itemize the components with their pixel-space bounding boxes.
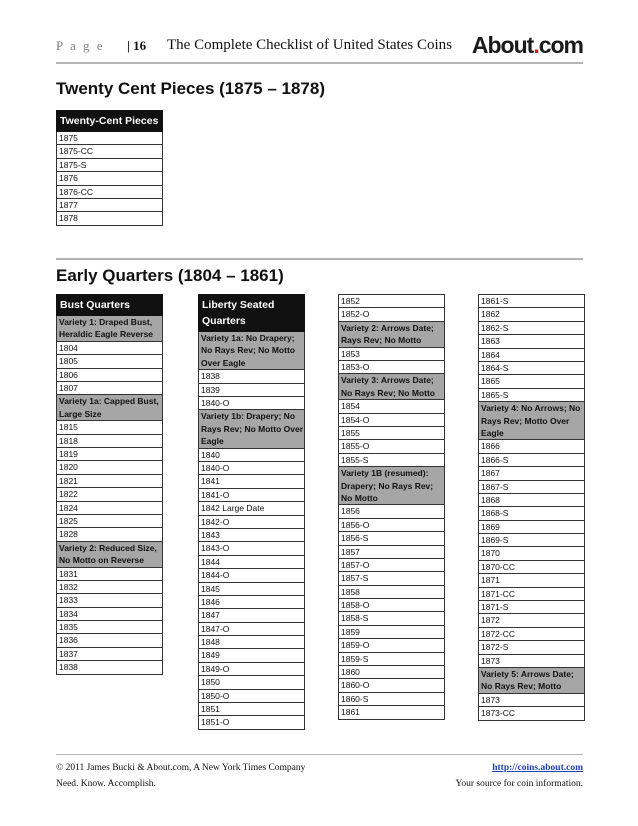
coin-row: 1867 [478, 467, 585, 480]
coin-row: 1851 [198, 703, 305, 716]
coin-row: 1848 [198, 636, 305, 649]
coin-row: 1845 [198, 583, 305, 596]
table-header: Bust Quarters [56, 294, 163, 316]
coin-row: 1871-S [478, 601, 585, 614]
coins-about-link[interactable]: http://coins.about.com [492, 763, 583, 773]
coin-row: 1860-S [338, 693, 445, 706]
coin-row: 1831 [56, 568, 163, 581]
coin-row: 1872-S [478, 641, 585, 654]
coin-row: 1864 [478, 349, 585, 362]
coin-row: 1859-O [338, 639, 445, 652]
coin-row: 1820 [56, 461, 163, 474]
variety-row: Variety 1B (resumed): Drapery; No Rays Rev; No Motto [338, 467, 445, 505]
coin-row: 1854 [338, 400, 445, 413]
coin-row: 1854-O [338, 414, 445, 427]
coin-row: 1818 [56, 435, 163, 448]
coin-row: 1867-S [478, 481, 585, 494]
coin-row: 1860-O [338, 679, 445, 692]
coin-row: 1870-CC [478, 561, 585, 574]
coin-row: 1847-O [198, 623, 305, 636]
logo-main: About [471, 32, 534, 58]
coin-row: 1851-O [198, 716, 305, 729]
coin-row: 1847 [198, 609, 305, 622]
footer-rule [56, 754, 583, 755]
coin-row: 1850-O [198, 690, 305, 703]
coin-row: 1805 [56, 355, 163, 368]
coin-row: 1842 Large Date [198, 502, 305, 515]
coin-row: 1869-S [478, 534, 585, 547]
coin-row: 1858-S [338, 612, 445, 625]
coin-row: 1825 [56, 515, 163, 528]
coin-row: 1866-S [478, 454, 585, 467]
coin-row: 1870 [478, 547, 585, 560]
coin-row: 1819 [56, 448, 163, 461]
coin-row: 1852 [338, 294, 445, 308]
coin-row: 1871 [478, 574, 585, 587]
variety-row: Variety 1: Draped Bust, Heraldic Eagle Reverse [56, 316, 163, 342]
coin-row: 1855-S [338, 454, 445, 467]
coin-row: 1840-O [198, 397, 305, 410]
coin-row: 1838 [198, 370, 305, 383]
coin-row: 1858-O [338, 599, 445, 612]
coin-row: 1844 [198, 556, 305, 569]
coin-row: 1863 [478, 335, 585, 348]
coin-row: 1824 [56, 502, 163, 515]
coin-row: 1843-O [198, 542, 305, 555]
coin-row: 1873 [478, 694, 585, 707]
coin-row: 1861 [338, 706, 445, 719]
coin-row: 1876-CC [56, 186, 163, 199]
coin-row: 1839 [198, 384, 305, 397]
coin-row: 1844-O [198, 569, 305, 582]
table-liberty-seated-2 [338, 294, 445, 720]
coin-row: 1807 [56, 382, 163, 395]
section-title-early-quarters: Early Quarters (1804 – 1861) [56, 266, 284, 285]
coin-row: 1866 [478, 440, 585, 453]
coin-row: 1875-S [56, 159, 163, 172]
coin-row: 1836 [56, 634, 163, 647]
table-liberty-seated-3 [478, 294, 585, 721]
coin-row: 1821 [56, 475, 163, 488]
coin-row: 1868 [478, 494, 585, 507]
coin-row: 1834 [56, 608, 163, 621]
coin-row: 1859 [338, 626, 445, 639]
coin-row: 1841 [198, 475, 305, 488]
copyright-text: © 2011 James Bucki & About.com, A New York Times Company [56, 763, 306, 773]
coin-row: 1840 [198, 449, 305, 462]
coin-row: 1852-O [338, 308, 445, 321]
coin-row: 1865-S [478, 389, 585, 402]
coin-row: 1850 [198, 676, 305, 689]
coin-row: 1869 [478, 521, 585, 534]
coin-row: 1857-S [338, 572, 445, 585]
variety-row: Variety 1a: Capped Bust, Large Size [56, 395, 163, 421]
variety-row: Variety 5: Arrows Date; No Rays Rev; Motto [478, 668, 585, 694]
table-header: Twenty-Cent Pieces [56, 110, 163, 132]
coin-row: 1841-O [198, 489, 305, 502]
coin-row: 1855-O [338, 440, 445, 453]
logo-dot: . [533, 32, 539, 58]
coin-row: 1857 [338, 546, 445, 559]
document-title: The Complete Checklist of United States Coins [167, 37, 452, 53]
coin-row: 1858 [338, 586, 445, 599]
coin-row: 1840-O [198, 462, 305, 475]
section-rule [56, 258, 583, 260]
coin-row: 1856-O [338, 519, 445, 532]
coin-row: 1860 [338, 666, 445, 679]
coin-row: 1872-CC [478, 628, 585, 641]
table-liberty-seated-1 [198, 294, 305, 730]
coin-row: 1815 [56, 421, 163, 434]
coin-row: 1846 [198, 596, 305, 609]
coin-row: 1832 [56, 581, 163, 594]
coin-row: 1856-S [338, 532, 445, 545]
page-header [56, 32, 583, 60]
coin-row: 1875 [56, 132, 163, 145]
variety-row: Variety 2: Arrows Date; Rays Rev; No Motto [338, 322, 445, 348]
coin-row: 1853 [338, 348, 445, 361]
page-number: | 16 [127, 38, 146, 54]
source-text: Your source for coin information. [455, 779, 583, 789]
coin-row: 1859-S [338, 653, 445, 666]
coin-row: 1875-CC [56, 145, 163, 158]
coin-row: 1872 [478, 614, 585, 627]
variety-row: Variety 1b: Drapery; No Rays Rev; No Motto Over Eagle [198, 410, 305, 448]
coin-row: 1877 [56, 199, 163, 212]
about-logo [472, 32, 583, 59]
variety-row: Variety 3: Arrows Date; No Rays Rev; No Motto [338, 374, 445, 400]
coin-row: 1873-CC [478, 707, 585, 720]
table-twenty-cent [56, 110, 163, 226]
logo-suffix: com [538, 32, 583, 58]
coin-row: 1838 [56, 661, 163, 674]
variety-row: Variety 2: Reduced Size, No Motto on Reverse [56, 542, 163, 568]
coin-row: 1878 [56, 212, 163, 225]
tagline-text: Need. Know. Accomplish. [56, 779, 156, 789]
coin-row: 1853-O [338, 361, 445, 374]
coin-row: 1849 [198, 649, 305, 662]
variety-row: Variety 1a: No Drapery; No Rays Rev; No Motto Over Eagle [198, 332, 305, 370]
coin-row: 1865 [478, 375, 585, 388]
coin-row: 1871-CC [478, 588, 585, 601]
page-label: P a g e [56, 38, 105, 53]
variety-row: Variety 4: No Arrows; No Rays Rev; Motto Over Eagle [478, 402, 585, 440]
coin-row: 1833 [56, 594, 163, 607]
coin-row: 1876 [56, 172, 163, 185]
coin-row: 1862-S [478, 322, 585, 335]
coin-row: 1828 [56, 528, 163, 541]
coin-row: 1806 [56, 369, 163, 382]
coin-row: 1861-S [478, 294, 585, 308]
footer-right [455, 760, 583, 792]
header-rule [56, 62, 583, 64]
coin-row: 1843 [198, 529, 305, 542]
coin-row: 1862 [478, 308, 585, 321]
footer-left [56, 760, 305, 792]
section-title-twenty-cent: Twenty Cent Pieces (1875 – 1878) [56, 79, 325, 98]
coin-row: 1857-O [338, 559, 445, 572]
table-header: Liberty Seated Quarters [198, 294, 305, 332]
coin-row: 1864-S [478, 362, 585, 375]
coin-row: 1842-O [198, 516, 305, 529]
coin-row: 1868-S [478, 507, 585, 520]
coin-row: 1837 [56, 648, 163, 661]
coin-row: 1855 [338, 427, 445, 440]
coin-row: 1856 [338, 505, 445, 518]
coin-row: 1873 [478, 655, 585, 668]
table-bust-quarters [56, 294, 163, 675]
coin-row: 1804 [56, 342, 163, 355]
coin-row: 1822 [56, 488, 163, 501]
coin-row: 1835 [56, 621, 163, 634]
coin-row: 1849-O [198, 663, 305, 676]
